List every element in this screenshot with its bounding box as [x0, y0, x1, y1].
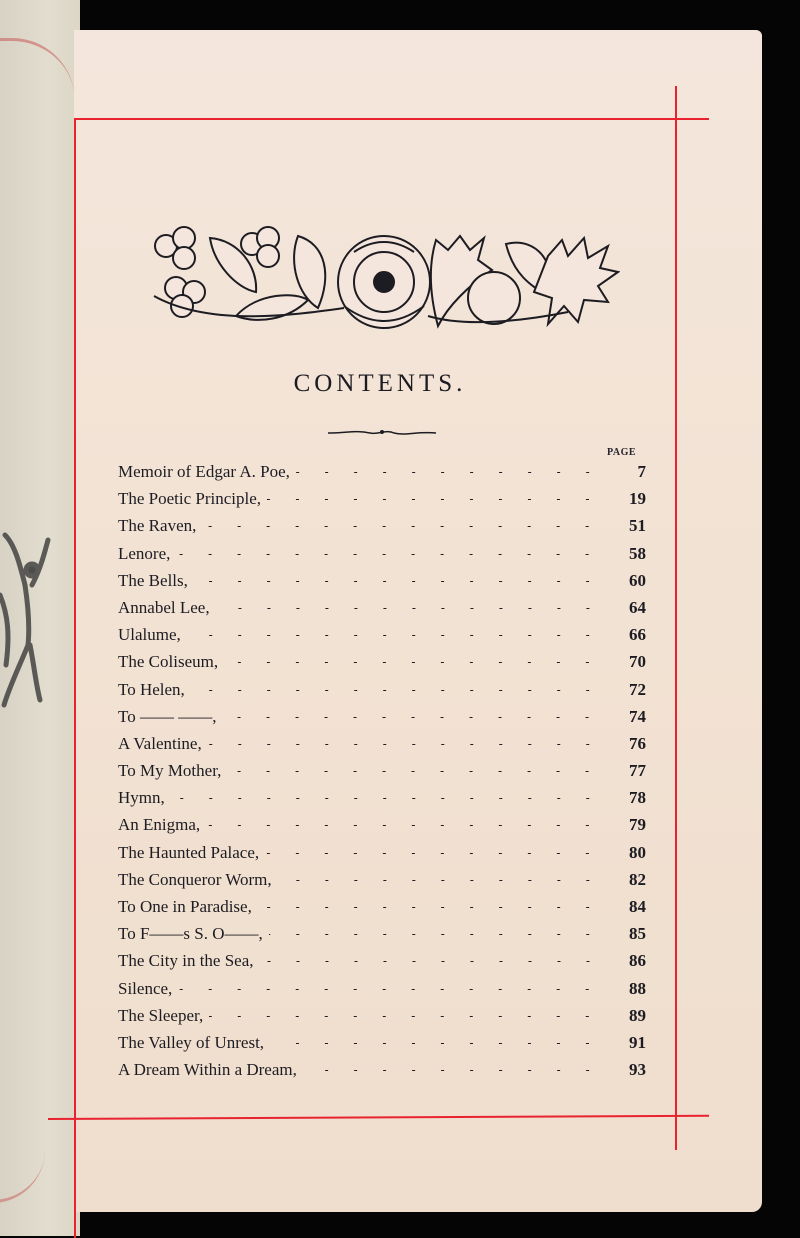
dot-leader: [209, 1016, 602, 1017]
toc-entry: [118, 866, 646, 893]
dot-leader: [269, 934, 602, 935]
toc-entry-title: To —— ——,: [118, 706, 217, 726]
toc-entry: [118, 458, 646, 485]
toc-entry: [118, 648, 646, 675]
page-column-label: PAGE: [607, 447, 637, 458]
red-rule-top: [74, 118, 709, 120]
toc-entry: [118, 975, 646, 1002]
toc-entry-title: The City in the Sea,: [118, 951, 254, 971]
toc-entry-page: 88: [629, 978, 646, 998]
table-of-contents: [118, 458, 646, 1083]
toc-entry-page: 51: [629, 516, 646, 536]
toc-entry-title: To My Mother,: [118, 761, 222, 781]
toc-entry: [118, 594, 646, 621]
toc-entry-title: Silence,: [118, 978, 173, 998]
toc-entry-title: To Helen,: [118, 679, 185, 699]
dot-leader: [202, 526, 602, 527]
page-title: CONTENTS.: [293, 370, 467, 397]
dot-leader: [224, 662, 602, 663]
toc-entry: [118, 1029, 646, 1056]
toc-entry-page: 77: [629, 761, 646, 781]
toc-entry-title: The Coliseum,: [118, 652, 219, 672]
toc-entry: [118, 920, 646, 947]
toc-entry-page: 79: [629, 815, 646, 835]
toc-entry-title: Memoir of Edgar A. Poe,: [118, 462, 290, 481]
toc-entry: [118, 621, 646, 648]
toc-entry-title: To F——s S. O——,: [118, 924, 263, 944]
toc-entry-page: 64: [629, 597, 646, 617]
toc-entry: [118, 512, 646, 539]
toc-entry-page: 70: [629, 652, 646, 672]
toc-entry-page: 60: [629, 570, 646, 590]
toc-entry-page: 78: [629, 788, 646, 808]
toc-entry: [118, 893, 646, 920]
toc-entry-title: The Conqueror Worm,: [118, 869, 272, 889]
toc-entry: [118, 1056, 646, 1083]
toc-entry-title: A Dream Within a Dream,: [118, 1060, 297, 1080]
facing-page: [0, 0, 80, 1236]
title-flourish-icon: [326, 427, 438, 439]
toc-entry: [118, 676, 646, 703]
toc-entry: [118, 730, 646, 757]
toc-entry: [118, 839, 646, 866]
toc-entry: [118, 1002, 646, 1029]
toc-entry: [118, 757, 646, 784]
dot-leader: [270, 1043, 602, 1044]
toc-entry-title: Ulalume,: [118, 625, 181, 645]
toc-entry-page: 7: [637, 462, 646, 481]
toc-entry-page: 74: [629, 706, 646, 726]
toc-entry: [118, 485, 646, 512]
dot-leader: [227, 771, 602, 772]
facing-page-rule-curl: [0, 38, 75, 101]
toc-entry-page: 91: [629, 1032, 646, 1052]
dot-leader: [194, 581, 602, 582]
toc-entry-page: 89: [629, 1005, 646, 1025]
dot-leader: [260, 961, 602, 962]
dot-leader: [278, 880, 602, 881]
dot-leader: [178, 989, 602, 990]
toc-entry-title: Lenore,: [118, 543, 171, 563]
floral-headpiece-icon: [148, 216, 620, 340]
toc-entry-page: 58: [629, 543, 646, 563]
dot-leader: [296, 472, 602, 473]
toc-entry-title: Annabel Lee,: [118, 597, 210, 617]
toc-entry: [118, 567, 646, 594]
toc-entry-title: Hymn,: [118, 788, 165, 808]
toc-entry-page: 84: [629, 897, 646, 916]
red-rule-right: [675, 86, 677, 1150]
toc-entry-page: 86: [629, 951, 646, 971]
toc-entry-page: 93: [629, 1060, 646, 1080]
toc-entry-page: 82: [629, 869, 646, 889]
dot-leader: [191, 690, 602, 691]
toc-entry-title: The Haunted Palace,: [118, 842, 260, 862]
dot-leader: [171, 798, 602, 799]
toc-entry: [118, 703, 646, 730]
dot-leader: [258, 907, 602, 908]
dot-leader: [267, 499, 602, 500]
red-rule-left: [74, 118, 76, 1238]
dot-leader: [176, 554, 602, 555]
toc-entry-title: To One in Paradise,: [118, 897, 252, 916]
red-rule-bottom: [48, 1115, 709, 1120]
toc-entry-page: 19: [629, 489, 646, 509]
toc-entry-page: 80: [629, 842, 646, 862]
facing-illustration-icon: [0, 525, 60, 715]
toc-entry: [118, 947, 646, 974]
toc-entry-page: 72: [629, 679, 646, 699]
dot-leader: [303, 1070, 602, 1071]
dot-leader: [216, 608, 602, 609]
dot-leader: [265, 853, 602, 854]
toc-entry-page: 76: [629, 733, 646, 753]
dot-leader: [208, 744, 602, 745]
toc-entry: [118, 811, 646, 838]
dot-leader: [206, 825, 602, 826]
toc-entry-title: The Sleeper,: [118, 1005, 204, 1025]
toc-entry-title: A Valentine,: [118, 733, 202, 753]
toc-entry-title: An Enigma,: [118, 815, 201, 835]
toc-entry: [118, 540, 646, 567]
dot-leader: [187, 635, 602, 636]
toc-entry: [118, 784, 646, 811]
dot-leader: [222, 717, 602, 718]
toc-entry-title: The Raven,: [118, 516, 197, 536]
toc-entry-page: 66: [629, 625, 646, 645]
toc-entry-title: The Bells,: [118, 570, 188, 590]
toc-entry-title: The Valley of Unrest,: [118, 1032, 265, 1052]
toc-entry-title: The Poetic Principle,: [118, 489, 262, 509]
toc-entry-page: 85: [629, 924, 646, 944]
facing-page-rule-curl: [0, 1150, 45, 1203]
book-page: [74, 30, 762, 1212]
